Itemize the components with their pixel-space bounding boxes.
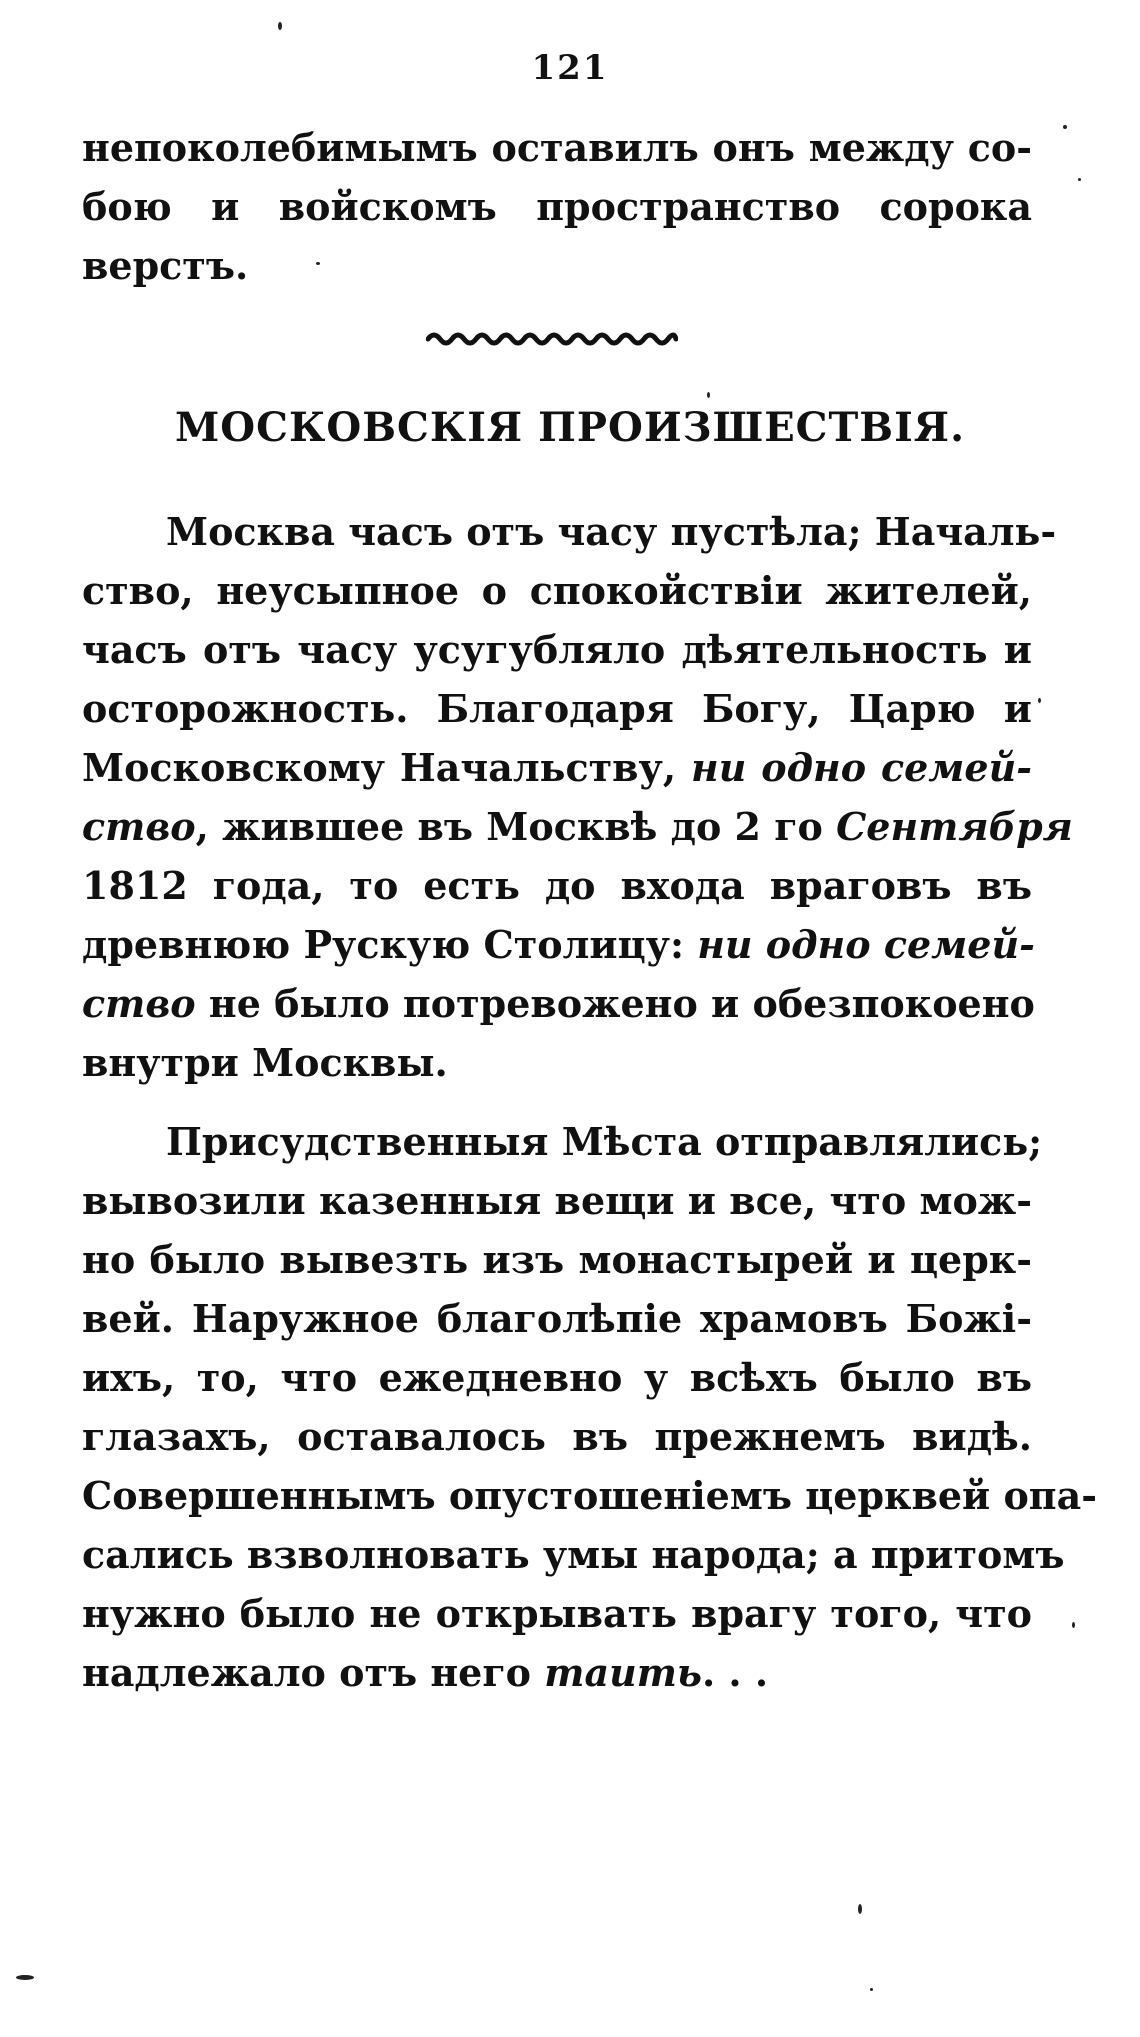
paragraph-1 — [82, 502, 1073, 1092]
text-run: , жившее въ Москвѣ до 2 го — [195, 804, 823, 849]
text-line: часъ отъ часу усугубляло дѣятельность и — [82, 627, 1032, 672]
scan-speck — [16, 1975, 34, 1980]
scan-speck — [1078, 178, 1081, 181]
wavy-rule-ornament-icon — [426, 328, 678, 350]
text-line: ство, неусыпное о спокойствіи жителей, — [82, 568, 1032, 613]
text-line: бою и войскомъ пространство сорока — [82, 184, 1032, 229]
text-line: Присудственныя Мѣста отправлялись; — [166, 1119, 1043, 1164]
text-run: древнюю Рускую Столицу: — [82, 922, 684, 967]
text-line: ихъ, то, что ежедневно у всѣхъ было въ — [82, 1355, 1032, 1400]
continuation-paragraph — [82, 118, 1032, 295]
scan-speck — [1072, 1622, 1075, 1628]
scan-speck — [316, 262, 320, 265]
text-line — [82, 915, 1035, 974]
text-line — [82, 974, 1035, 1033]
text-line: глазахъ, оставалось въ прежнемъ видѣ. — [82, 1414, 1032, 1459]
paragraph-2 — [82, 1112, 1098, 1702]
text-run: . . . — [701, 1650, 769, 1695]
text-line — [82, 738, 1032, 797]
text-line: Совершеннымъ опустошеніемъ церквей опа- — [82, 1473, 1098, 1518]
text-line: 1812 года, то есть до входа враговъ въ — [82, 863, 1032, 908]
italic-text-run: Сентября — [836, 804, 1073, 849]
text-line: вей. Наружное благолѣпіе храмовъ Божі- — [82, 1296, 1032, 1341]
page-number: 121 — [531, 48, 609, 88]
text-line — [82, 797, 1073, 856]
scan-speck — [707, 392, 710, 398]
text-run: Московскому Начальству, — [82, 745, 677, 790]
text-line: вывозили казенныя вещи и все, что мож- — [82, 1178, 1032, 1223]
text-line: верстъ. — [82, 243, 249, 288]
scan-speck — [278, 22, 282, 30]
text-line: сались взволновать умы народа; а притомъ — [82, 1532, 1065, 1577]
italic-text-run: ни одно семей- — [691, 745, 1032, 790]
section-heading: МОСКОВСКІЯ ПРОИЗШЕСТВІЯ. — [175, 404, 965, 451]
scan-speck — [1038, 698, 1041, 703]
scan-speck — [1063, 125, 1067, 129]
text-line: Москва часъ отъ часу пустѣла; Началь- — [166, 509, 1057, 554]
text-run: не было потревожено и обезпокоено — [208, 981, 1035, 1026]
text-line: внутри Москвы. — [82, 1040, 448, 1085]
italic-text-run: ство — [82, 981, 196, 1026]
text-line: осторожность. Благодаря Богу, Царю и — [82, 686, 1032, 731]
text-run: надлежало отъ него — [82, 1650, 531, 1695]
text-line: нужно было не открывать врагу того, что — [82, 1591, 1032, 1636]
text-line — [82, 1643, 1032, 1702]
text-line: непоколебимымъ оставилъ онъ между со- — [82, 125, 1032, 170]
italic-text-run: ни одно семей- — [697, 922, 1035, 967]
italic-text-run: ство — [82, 804, 196, 849]
scan-speck — [858, 1904, 862, 1914]
scan-speck — [870, 1988, 873, 1991]
italic-text-run: таить — [544, 1650, 702, 1695]
text-line: но было вывезть изъ монастырей и церк- — [82, 1237, 1032, 1282]
